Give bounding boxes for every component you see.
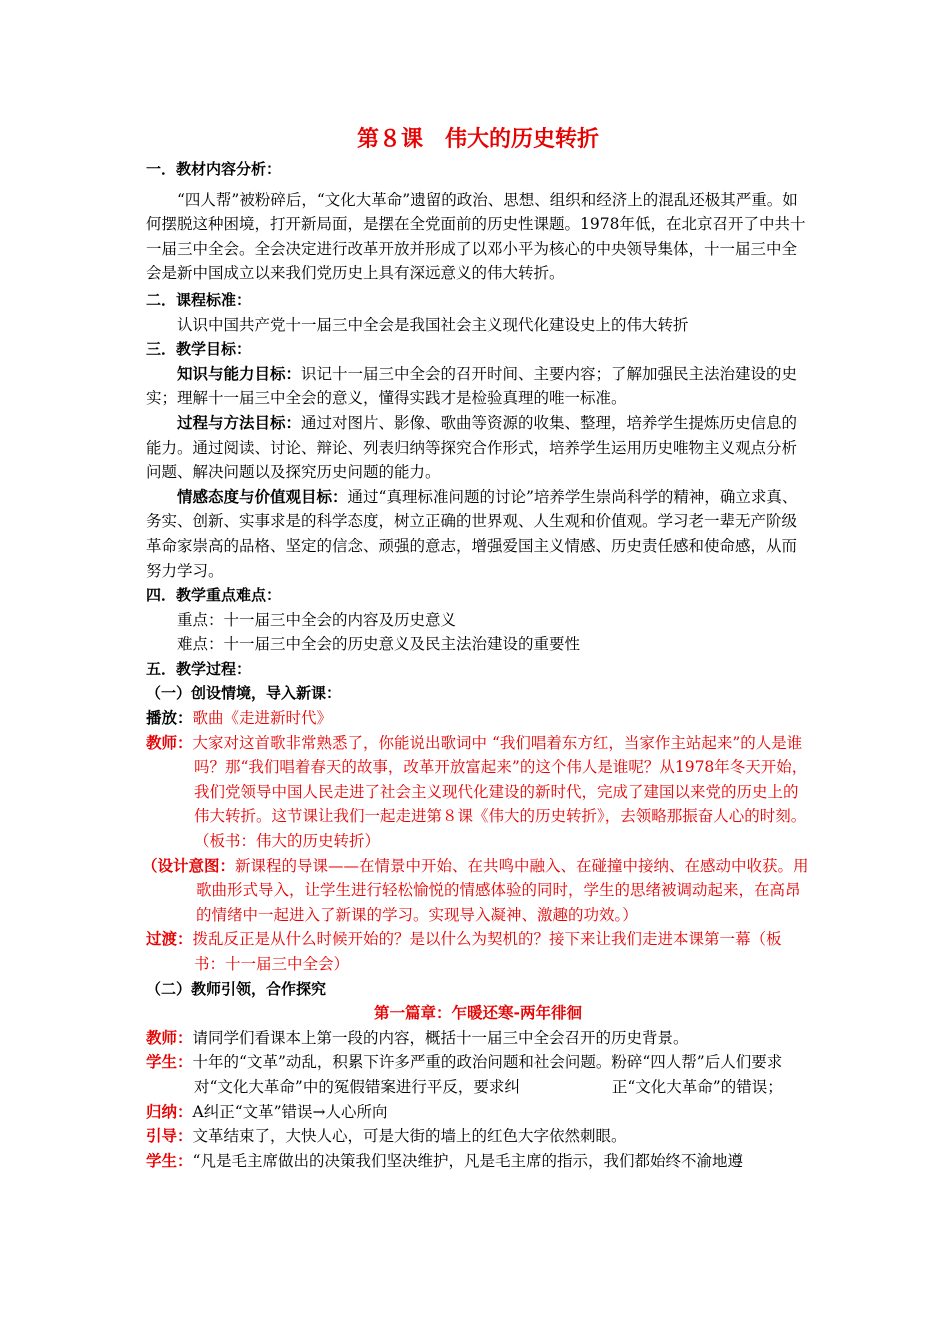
student-answer-text-a: 十年的“文革”动乱，积累下许多严重的政治问题和社会问题。粉碎“四人帮”后人们要求对“文化大革命”中的冤假错案进行平反，要求纠 — [192, 1053, 783, 1096]
transition-text: 拨乱反正是从什么时候开始的？是以什么为契机的？接下来让我们走进本课第一幕（板书：十一届三中全会） — [192, 930, 782, 973]
goal-emotion — [146, 485, 810, 583]
chapter-one-heading: 第一篇章：乍暖还寒-两年徘徊 — [374, 1004, 582, 1023]
goal-emotion-text: 通过“真理标准问题的讨论”培养学生崇尚科学的精神，确立求真、务实、创新、实事求是的科学态度，树立正确的世界观、人生观和价值观。学习老一辈无产阶级革命家崇高的品格、坚定的信念、顽强的意志，增强爱国主义情感、历史责任感和使命感，从而努力学习。 — [146, 487, 798, 580]
teacher-label: 教师： — [146, 733, 193, 752]
guide-label: 引导： — [146, 1127, 193, 1146]
student-answer-text-b: 正“文化大革命”的错误； — [611, 1077, 783, 1096]
play-label: 播放： — [146, 709, 193, 728]
section-heading-process: 五．教学过程： — [146, 659, 252, 678]
student-quote — [146, 1149, 810, 1174]
student-label: 学生： — [146, 1053, 193, 1072]
summary-label: 归纳： — [146, 1102, 193, 1121]
key-point: 重点：十一届三中全会的内容及历史意义 — [177, 610, 457, 629]
student-label: 学生： — [146, 1151, 193, 1170]
summary-text: A纠正“文革”错误→人心所向 — [192, 1102, 388, 1121]
goal-process — [146, 411, 810, 485]
part-two-heading: （二）教师引领，合作探究 — [146, 979, 327, 998]
section-heading-goals: 三．教学目标： — [146, 340, 252, 359]
design-intent — [142, 854, 810, 928]
guide-text: 文革结束了，大快人心，可是大街的墙上的红色大字依然刺眼。 — [192, 1127, 627, 1146]
summary-line — [146, 1100, 810, 1125]
section-heading-keypoints: 四．教学重点难点： — [146, 586, 282, 605]
teacher-label: 教师： — [146, 1028, 193, 1047]
section-heading-standard: 二．课程标准： — [146, 290, 252, 309]
standard-text: 认识中国共产党十一届三中全会是我国社会主义现代化建设史上的伟大转折 — [177, 315, 689, 334]
goal-process-label: 过程与方法目标： — [177, 413, 302, 432]
page-title: 第８课 伟大的历史转折 — [356, 127, 599, 152]
transition-label: 过渡： — [146, 930, 193, 949]
goal-knowledge-label: 知识与能力目标： — [177, 364, 302, 383]
goal-knowledge-text: 识记十一届三中全会的召开时间、主要内容；了解加强民主法治建设的史实；理解十一届三中全会的意义，懂得实践才是检验真理的唯一标准。 — [146, 364, 798, 408]
goal-emotion-label: 情感态度与价值观目标： — [177, 487, 348, 506]
student-quote-text: “凡是毛主席做出的决策我们坚决维护，凡是毛主席的指示，我们都始终不渝地遵 — [192, 1151, 743, 1170]
goal-knowledge — [146, 362, 810, 411]
student-answer — [146, 1050, 810, 1099]
part-one-heading: （一）创设情境，导入新课： — [146, 684, 342, 703]
guide-line — [146, 1124, 810, 1149]
analysis-paragraph: “四人帮”被粉碎后，“文化大革命”遗留的政治、思想、组织和经济上的混乱还极其严重。如何摆脱这种困境，打开新局面，是摆在全党面前的历史性课题。1978年低，在北京召开了中共十一届三中全会。全会决定进行改革开放并形成了以邓小平为核心的中央领导集体，十一届三中全会是新中国成立以来我们党历史上具有深远意义的伟大转折。 — [146, 190, 806, 283]
teacher-question — [146, 1026, 810, 1051]
document-body — [142, 124, 810, 1173]
difficult-point: 难点：十一届三中全会的历史意义及民主法治建设的重要性 — [177, 635, 581, 654]
design-intent-label: （设计意图： — [142, 856, 236, 875]
section-heading-analysis: 一．教材内容分析： — [146, 160, 282, 178]
teacher-question-text: 请同学们看课本上第一段的内容，概括十一届三中全会召开的历史背景。 — [192, 1028, 689, 1047]
transition-line — [146, 927, 810, 976]
teacher-intro-text: 大家对这首歌非常熟悉了，你能说出歌词中 “我们唱着东方红，当家作主站起来”的人是谁吗？那“我们唱着春天的故事，改革开放富起来”的这个伟人是谁呢？从1978年冬天开始，我们党领导中国人民走进了社会主义现代化建设的新时代，完成了建国以来党的历史上的伟大转折。这节课让我们一起走进第８课《伟大的历史转折》，去领略那振奋人心的时刻。（板书：伟大的历史转折） — [192, 733, 808, 851]
goal-process-text: 通过对图片、影像、歌曲等资源的收集、整理，培养学生提炼历史信息的能力。通过阅读、讨论、辩论、列表归纳等探究合作形式，培养学生运用历史唯物主义观点分析问题、解决问题以及探究历史问题的能力。 — [146, 413, 798, 482]
play-line — [146, 706, 810, 731]
design-intent-text: 新课程的导课——在情景中开始、在共鸣中融入、在碰撞中接纳、在感动中收获。用歌曲形式导入，让学生进行轻松愉悦的情感体验的同时，学生的思绪被调动起来，在高昂的情绪中一起进入了新课的学习。实现导入凝神、激趣的功效。） — [196, 856, 809, 924]
teacher-intro — [146, 731, 810, 854]
play-text: 歌曲《走进新时代》 — [192, 709, 333, 728]
